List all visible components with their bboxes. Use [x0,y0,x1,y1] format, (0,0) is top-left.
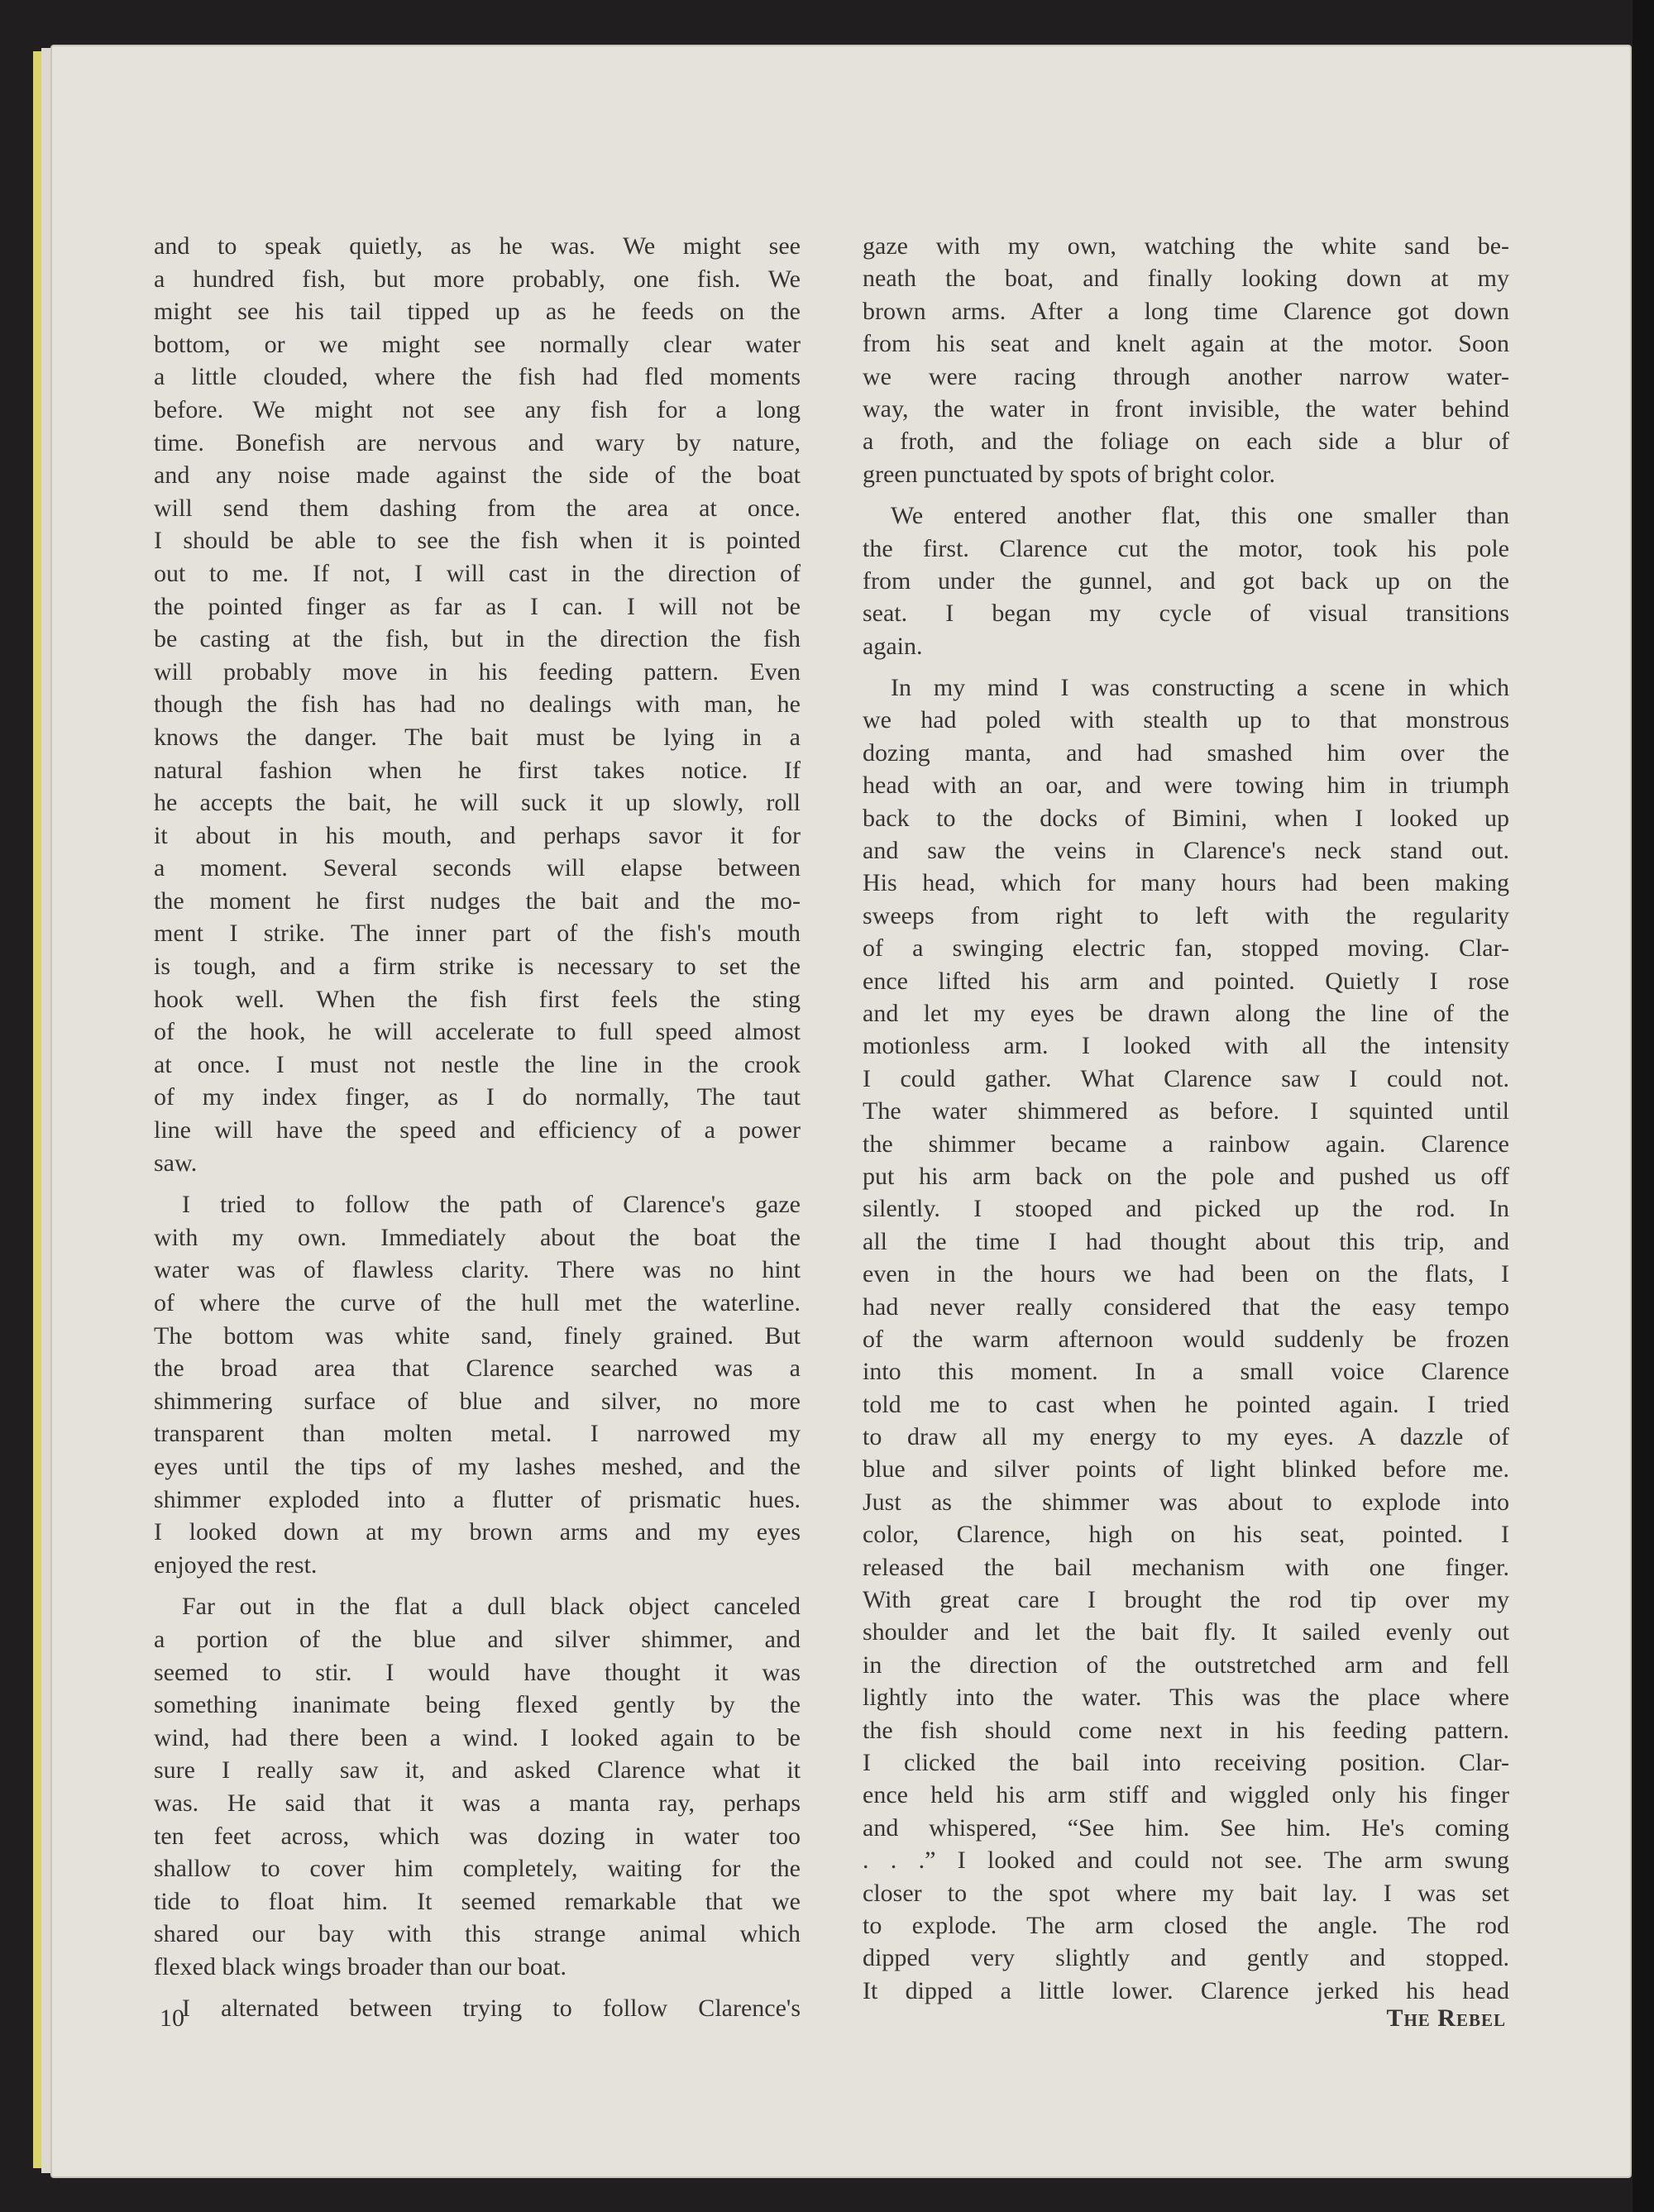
text-line: I looked down at my brown arms and my eyes [154,1518,801,1546]
text-line: lightly into the water. This was the place where [863,1684,1509,1712]
text-line: it about in his mouth, and perhaps savor it for [154,821,801,849]
page-number: 10 [160,2004,184,2032]
text-line: sure I really saw it, and asked Clarence what it [154,1756,801,1784]
text-line: saw. [154,1149,198,1177]
publication-title: The Rebel [1386,2004,1506,2032]
text-line: the pointed finger as far as I can. I will not be [154,592,801,620]
text-line: water was of flawless clarity. There was no hint [154,1256,801,1284]
text-line: in the direction of the outstretched arm and fell [863,1651,1509,1679]
text-line: the fish should come next in his feeding pattern. [863,1716,1509,1744]
text-line: I could gather. What Clarence saw I could not. [863,1064,1509,1092]
text-line: be casting at the fish, but in the direction the fish [154,625,801,653]
text-line: The water shimmered as before. I squinted until [863,1097,1509,1125]
text-line: transparent than molten metal. I narrowed my [154,1420,801,1448]
text-line: and let my eyes be drawn along the line of the [863,999,1509,1027]
text-line: I tried to follow the path of Clarence's gaze [182,1191,801,1219]
text-line: I clicked the bail into receiving position. Clar- [863,1748,1509,1776]
text-line: he accepts the bait, he will suck it up slowly, roll [154,789,801,817]
text-line: into this moment. In a small voice Clarence [863,1358,1509,1386]
text-line: head with an oar, and were towing him in triumph [863,772,1509,800]
paragraph [863,671,1509,2007]
text-line: shoulder and let the bait fly. It sailed evenly out [863,1618,1509,1646]
text-line: shimmer exploded into a flutter of prismatic hues. [154,1485,801,1513]
text-line: the broad area that Clarence searched was a [154,1354,801,1383]
text-line: a froth, and the foliage on each side a blur of [863,428,1509,456]
text-line: back to the docks of Bimini, when I looked up [863,804,1509,832]
text-line: With great care I brought the rod tip over my [863,1586,1509,1614]
text-line: I alternated between trying to follow Clarence's [182,1995,801,2023]
text-line: ment I strike. The inner part of the fish's mouth [154,920,801,948]
text-line: seemed to stir. I would have thought it was [154,1658,801,1686]
text-line: a portion of the blue and silver shimmer, and [154,1625,801,1653]
text-line: a hundred fish, but more probably, one fish. We [154,265,801,293]
page-edge-strip [33,51,41,2168]
text-line: to draw all my energy to my eyes. A dazzle of [863,1423,1509,1451]
text-line: blue and silver points of light blinked before me. [863,1455,1509,1483]
paragraph [863,499,1509,662]
text-line: and saw the veins in Clarence's neck stand out. [863,837,1509,865]
text-line: gaze with my own, watching the white sand be- [863,232,1509,260]
text-line: green punctuated by spots of bright color. [863,460,1276,488]
text-line: the first. Clarence cut the motor, took his pole [863,534,1509,562]
text-line: before. We might not see any fish for a long [154,395,801,423]
text-line: time. Bonefish are nervous and wary by nature, [154,428,801,456]
text-line: His head, which for many hours had been making [863,869,1509,897]
text-line: and any noise made against the side of the boat [154,461,801,490]
text-line: I should be able to see the fish when it is pointed [154,527,801,555]
text-line: out to me. If not, I will cast in the direction of [154,559,801,587]
text-line: will send them dashing from the area at once. [154,494,801,522]
text-line: In my mind I was constructing a scene in which [891,674,1509,702]
text-line: something inanimate being flexed gently by the [154,1691,801,1719]
text-line: seat. I began my cycle of visual transitions [863,600,1509,628]
text-line: had never really considered that the easy tempo [863,1292,1509,1321]
text-line: of the warm afternoon would suddenly be frozen [863,1325,1509,1353]
text-line: the moment he first nudges the bait and the mo- [154,886,801,915]
text-column-right [863,230,1509,2016]
text-line: and whispered, “See him. See him. He's coming [863,1813,1509,1842]
paragraph [154,1188,801,1581]
text-line: told me to cast when he pointed again. I tried [863,1390,1509,1418]
text-line: sweeps from right to left with the regularity [863,901,1509,929]
text-line: natural fashion when he first takes notice. If [154,756,801,784]
text-line: bottom, or we might see normally clear water [154,330,801,358]
text-line: might see his tail tipped up as he feeds on the [154,298,801,326]
text-line: even in the hours we had been on the flats, I [863,1260,1509,1288]
text-line: Just as the shimmer was about to explode into [863,1488,1509,1516]
text-line: way, the water in front invisible, the water behind [863,394,1509,423]
text-line: Far out in the flat a dull black object canceled [182,1593,801,1621]
text-line: . . .” I looked and could not see. The arm swung [863,1847,1509,1875]
text-line: is tough, and a firm strike is necessary to set the [154,953,801,981]
text-line: all the time I had thought about this trip, and [863,1227,1509,1255]
paragraph [154,1590,801,1983]
text-line: of my index finger, as I do normally, The taut [154,1083,801,1111]
text-line: we were racing through another narrow water- [863,362,1509,390]
text-line: a moment. Several seconds will elapse between [154,854,801,882]
text-line: ence held his arm stiff and wiggled only his finger [863,1781,1509,1809]
text-line: hook well. When the fish first feels the sting [154,985,801,1013]
text-line: motionless arm. I looked with all the intensity [863,1032,1509,1060]
text-line: knows the danger. The bait must be lying in a [154,723,801,751]
background-edge [1632,0,1654,2212]
text-line: released the bail mechanism with one finger. [863,1553,1509,1581]
text-line: silently. I stooped and picked up the rod. In [863,1195,1509,1223]
text-line: again. [863,632,923,660]
text-line: the shimmer became a rainbow again. Clarence [863,1130,1509,1158]
magazine-page [50,45,1632,2178]
text-line: shallow to cover him completely, waiting for the [154,1855,801,1883]
text-line: though the fish has had no dealings with man, he [154,690,801,719]
text-line: enjoyed the rest. [154,1550,318,1579]
text-line: put his arm back on the pole and pushed us off [863,1162,1509,1190]
paragraph [154,1992,801,2025]
text-line: of the hook, he will accelerate to full speed almost [154,1018,801,1046]
text-line: and to speak quietly, as he was. We might see [154,232,801,260]
text-line: neath the boat, and finally looking down at my [863,265,1509,293]
text-line: closer to the spot where my bait lay. I was set [863,1879,1509,1907]
text-line: will probably move in his feeding pattern. Even [154,657,801,686]
text-line: was. He said that it was a manta ray, perhaps [154,1789,801,1817]
text-line: brown arms. After a long time Clarence got down [863,297,1509,325]
text-line: tide to float him. It seemed remarkable that we [154,1887,801,1915]
text-column-left [154,230,801,2034]
text-line: wind, had there been a wind. I looked again to be [154,1723,801,1751]
text-line: shimmering surface of blue and silver, no more [154,1387,801,1415]
text-line: We entered another flat, this one smaller than [891,502,1509,530]
paragraph [154,230,801,1179]
text-line: dozing manta, and had smashed him over the [863,738,1509,767]
text-line: of a swinging electric fan, stopped moving. Clar- [863,934,1509,963]
text-line: from his seat and knelt again at the motor. Soon [863,330,1509,358]
text-line: from under the gunnel, and got back up on the [863,566,1509,595]
text-line: at once. I must not nestle the line in the crook [154,1050,801,1078]
text-line: color, Clarence, high on his seat, pointed. I [863,1521,1509,1549]
text-line: ence lifted his arm and pointed. Quietly I rose [863,967,1509,995]
text-line: a little clouded, where the fish had fled moments [154,363,801,391]
text-line: with my own. Immediately about the boat the [154,1223,801,1251]
text-line: we had poled with stealth up to that monstrous [863,706,1509,734]
paragraph [863,230,1509,490]
text-line: ten feet across, which was dozing in water too [154,1822,801,1850]
text-line: eyes until the tips of my lashes meshed, and the [154,1452,801,1480]
text-line: flexed black wings broader than our boat. [154,1952,566,1980]
text-line: shared our bay with this strange animal which [154,1920,801,1948]
text-line: dipped very slightly and gently and stopped. [863,1944,1509,1972]
text-line: to explode. The arm closed the angle. The rod [863,1911,1509,1939]
text-line: The bottom was white sand, finely grained. But [154,1321,801,1350]
text-line: line will have the speed and efficiency of a power [154,1116,801,1144]
text-line: of where the curve of the hull met the waterline. [154,1289,801,1316]
text-line: It dipped a little lower. Clarence jerked his head [863,1976,1509,2004]
